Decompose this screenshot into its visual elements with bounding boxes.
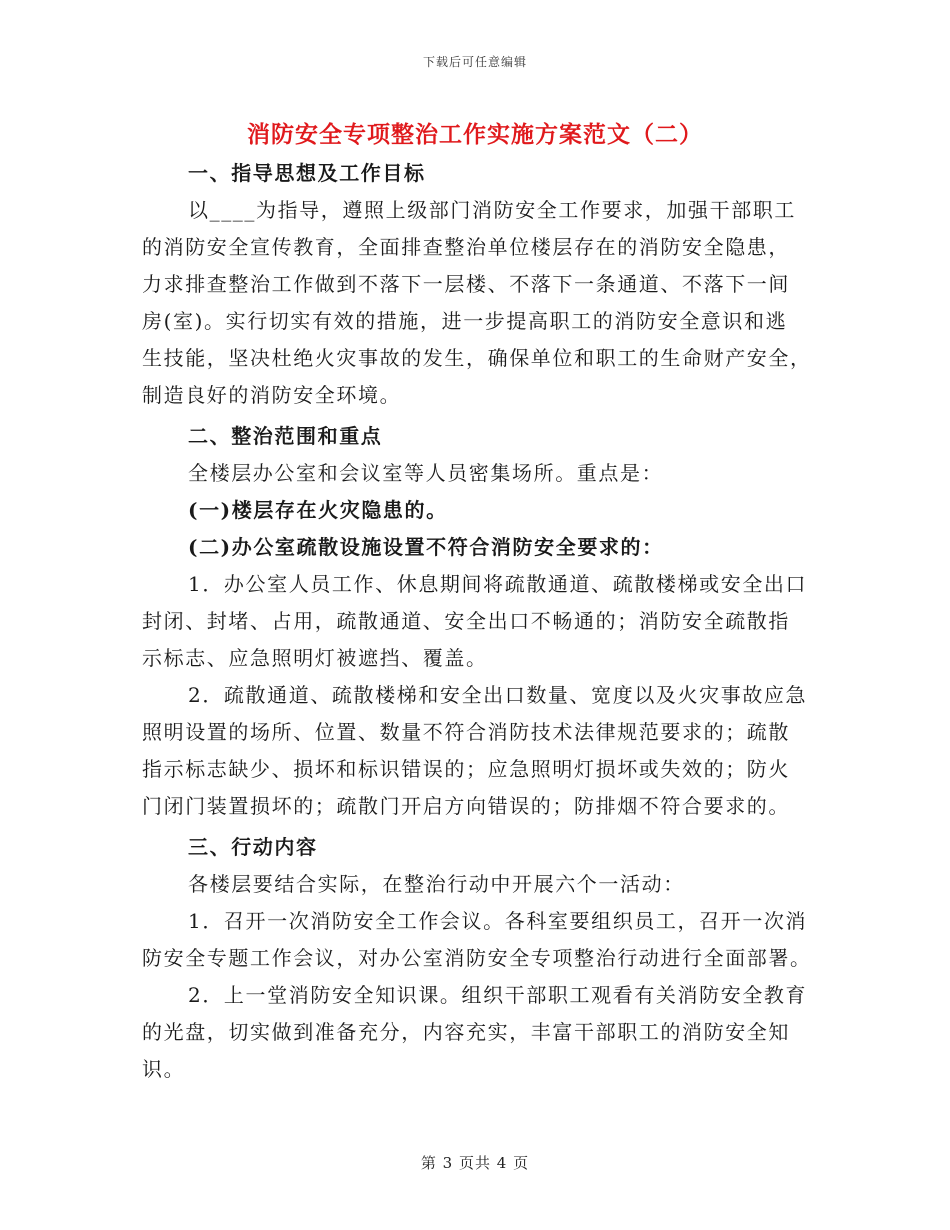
paragraph-line: 生技能，坚决杜绝火灾事故的发生，确保单位和职工的生命财产安全， (142, 346, 812, 370)
section-2-heading: 二、整治范围和重点 (188, 424, 383, 448)
paragraph-line: 房(室)。实行切实有效的措施，进一步提高职工的消防安全意识和逃 (142, 309, 788, 333)
paragraph-line: 识。 (142, 1057, 186, 1081)
section-1-heading: 一、指导思想及工作目标 (188, 161, 426, 185)
paragraph-line: 的光盘，切实做到准备充分，内容充实，丰富干部职工的消防安全知 (142, 1020, 790, 1044)
section-3-heading: 三、行动内容 (188, 835, 318, 859)
paragraph-line: 的消防安全宣传教育，全面排查整治单位楼层存在的消防安全隐患， (142, 235, 790, 259)
section-2-item-1 (142, 566, 812, 677)
paragraph-line: 2．上一堂消防安全知识课。组织干部职工观看有关消防安全教育 (188, 983, 808, 1007)
paragraph-line: 1．召开一次消防安全工作会议。各科室要组织员工，召开一次消 (188, 909, 808, 933)
section-1-paragraph (142, 192, 812, 414)
section-3-item-2 (142, 977, 812, 1088)
section-2-item-2 (142, 677, 812, 825)
paragraph-line: 示标志、应急照明灯被遮挡、覆盖。 (142, 646, 488, 670)
paragraph-line: 制造良好的消防安全环境。 (142, 383, 402, 407)
document-body (142, 151, 812, 1088)
paragraph-line: 1．办公室人员工作、休息期间将疏散通道、疏散楼梯或安全出口 (188, 572, 808, 596)
paragraph-line: 封闭、封堵、占用，疏散通道、安全出口不畅通的；消防安全疏散指 (142, 609, 790, 633)
section-2-subheading-1: (一)楼层存在火灾隐患的。 (188, 498, 448, 522)
section-2-subheading-2: (二)办公室疏散设施设置不符合消防安全要求的： (188, 535, 664, 559)
document-title: 消防安全专项整治工作实施方案范文（二） (247, 121, 703, 148)
page-number: 第 3 页共 4 页 (420, 1154, 530, 1172)
paragraph-line: 门闭门装置损坏的；疏散门开启方向错误的；防排烟不符合要求的。 (142, 794, 790, 818)
section-2-intro: 全楼层办公室和会议室等人员密集场所。重点是： (188, 461, 664, 485)
paragraph-line: 指示标志缺少、损坏和标识错误的；应急照明灯损坏或失效的；防火 (142, 757, 790, 781)
section-3-item-1 (142, 903, 812, 977)
paragraph-line: 防安全专题工作会议，对办公室消防安全专项整治行动进行全面部署。 (142, 946, 812, 970)
paragraph-line: 力求排查整治工作做到不落下一层楼、不落下一条通道、不落下一间 (142, 272, 790, 296)
paragraph-line: 2．疏散通道、疏散楼梯和安全出口数量、宽度以及火灾事故应急 (188, 683, 808, 707)
header-note: 下载后可任意编辑 (422, 55, 527, 69)
paragraph-line: 以____为指导，遵照上级部门消防安全工作要求，加强干部职工 (188, 198, 796, 222)
section-3-intro: 各楼层要结合实际，在整治行动中开展六个一活动： (188, 872, 685, 896)
paragraph-line: 照明设置的场所、位置、数量不符合消防技术法律规范要求的；疏散 (142, 720, 790, 744)
